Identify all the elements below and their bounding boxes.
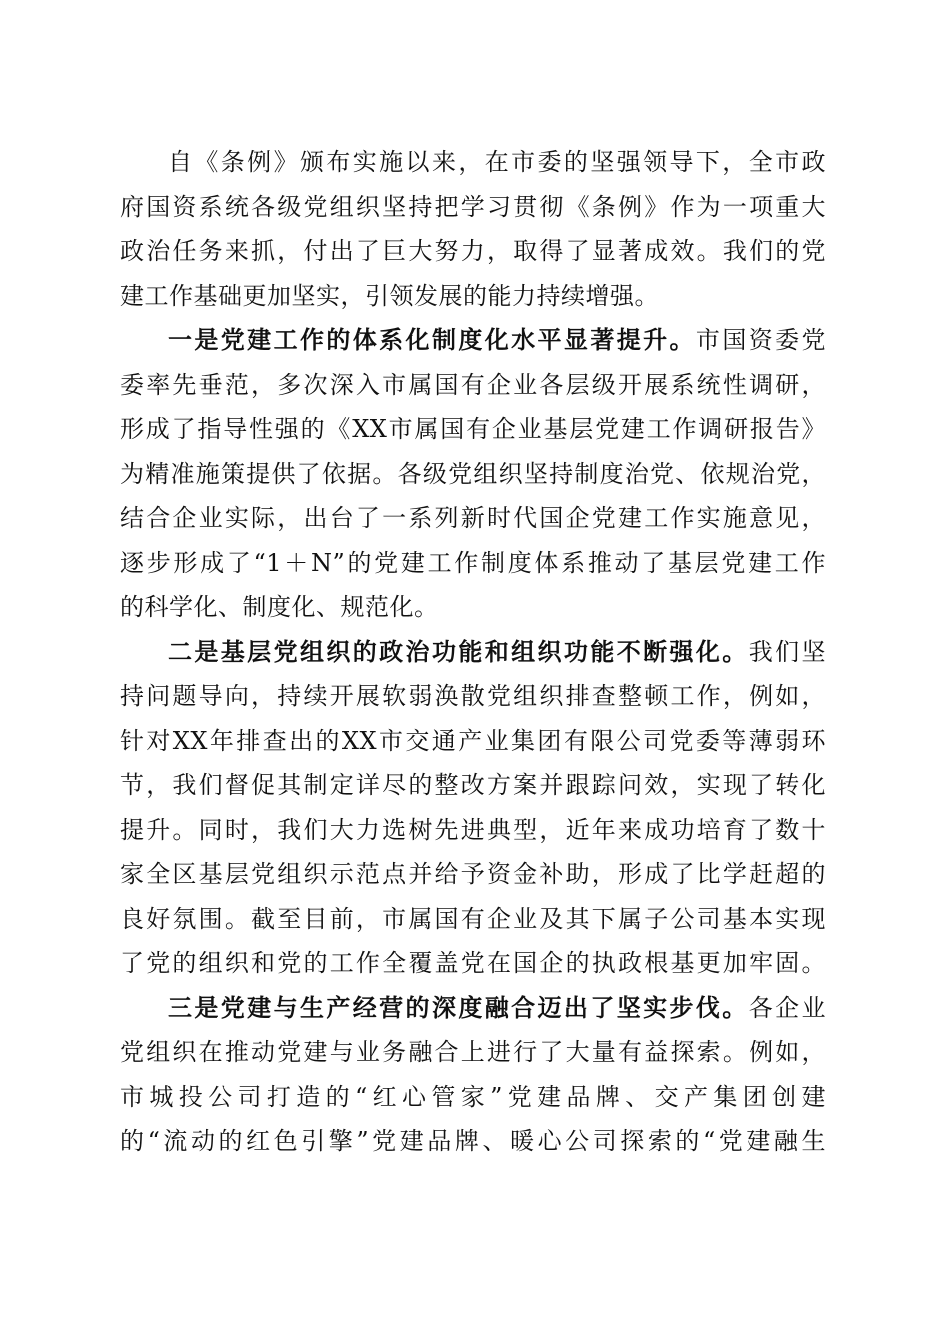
paragraph-heading: 三是党建与生产经营的深度融合迈出了坚实步伐。 xyxy=(168,992,749,1022)
text-line xyxy=(120,986,826,1031)
text-run: 各企业 xyxy=(748,993,827,1022)
text-line: 建工作基础更加坚实，引领发展的能力持续增强。 xyxy=(120,281,659,310)
paragraph-point-three xyxy=(120,986,826,1164)
text-run: 我们坚 xyxy=(748,637,827,666)
text-line: 府国资系统各级党组织坚持把学习贯彻《条例》作为一项重大 xyxy=(120,192,826,221)
text-line: 市城投公司打造的“红心管家”党建品牌、交产集团创建 xyxy=(120,1082,826,1111)
paragraph-heading: 一是党建工作的体系化制度化水平显著提升。 xyxy=(168,325,696,354)
paragraph-point-one xyxy=(120,318,826,630)
paragraph-heading: 二是基层党组织的政治功能和组织功能不断强化。 xyxy=(168,636,749,666)
paragraph-intro xyxy=(120,140,826,318)
text-line: 提升。同时，我们大力选树先进典型，近年来成功培育了数十 xyxy=(120,815,826,844)
text-line: 政治任务来抓，付出了巨大努力，取得了显著成效。我们的党 xyxy=(120,237,826,265)
text-line: 党组织在推动党建与业务融合上进行了大量有益探索。例如， xyxy=(120,1038,826,1066)
text-line: 的“流动的红色引擎”党建品牌、暖心公司探索的“党建融生 xyxy=(120,1127,826,1155)
text-line: 逐步形成了“1＋N”的党建工作制度体系推动了基层党建工作 xyxy=(120,548,826,577)
text-line xyxy=(120,318,826,363)
text-line xyxy=(120,630,826,675)
text-line: 结合企业实际，出台了一系列新时代国企党建工作实施意见， xyxy=(120,504,826,532)
text-line: 良好氛围。截至目前，市属国有企业及其下属子公司基本实现 xyxy=(120,904,826,933)
document-body xyxy=(120,140,826,1164)
text-run: 市国资委党 xyxy=(695,326,827,354)
text-line: 形成了指导性强的《XX市属国有企业基层党建工作调研报告》 xyxy=(120,415,826,443)
text-line: 自《条例》颁布实施以来，在市委的坚强领导下，全市政 xyxy=(168,148,826,176)
paragraph-point-two xyxy=(120,630,826,986)
text-line: 委率先垂范，多次深入市属国有企业各层级开展系统性调研， xyxy=(120,370,826,399)
text-line: 针对XX年排查出的XX市交通产业集团有限公司党委等薄弱环 xyxy=(120,726,826,755)
text-line: 了党的组织和党的工作全覆盖党在国企的执政根基更加牢固。 xyxy=(120,949,826,977)
text-line: 的科学化、制度化、规范化。 xyxy=(120,593,439,621)
text-line: 为精准施策提供了依据。各级党组织坚持制度治党、依规治党， xyxy=(120,459,826,488)
text-line: 家全区基层党组织示范点并给予资金补助，形成了比学赶超的 xyxy=(120,860,826,888)
text-line: 持问题导向，持续开展软弱涣散党组织排查整顿工作，例如， xyxy=(120,682,826,710)
text-line: 节，我们督促其制定详尽的整改方案并跟踪问效，实现了转化 xyxy=(120,771,826,799)
